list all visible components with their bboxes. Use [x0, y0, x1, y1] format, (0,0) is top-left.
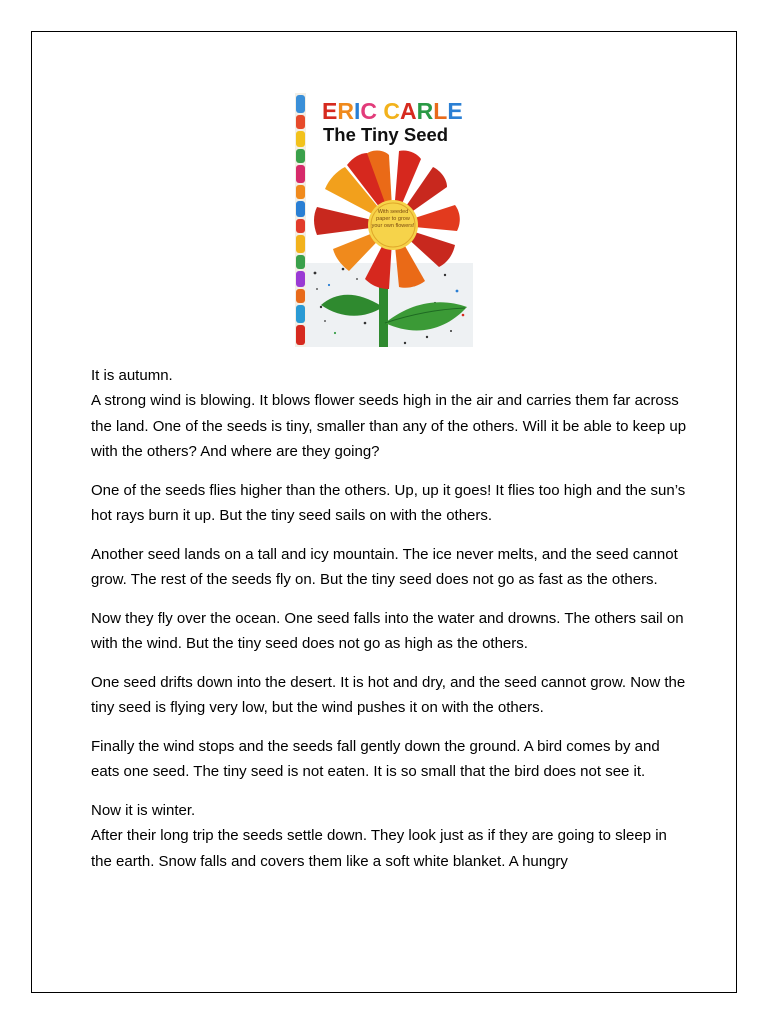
paragraph: It is autumn. A strong wind is blowing. It blows flower seeds high in the air and carries them far across the land. One of the seeds is tiny, smaller than any of the others. Will it be able to keep up with the others? And where are they going?	[91, 367, 687, 460]
cover-author-letter: E	[322, 98, 338, 124]
paragraph: One seed drifts down into the desert. It is hot and dry, and the seed cannot grow. Now the tiny seed is flying very low, but the wind pushes it on with the others.	[91, 673, 686, 717]
cover-author-letter: C	[383, 98, 400, 124]
cover-author-letter: C	[360, 98, 377, 124]
paragraph: Another seed lands on a tall and icy mountain. The ice never melts, and the seed cannot grow. The rest of the seeds fly on. But the tiny seed does not go as fast as the others.	[91, 545, 678, 589]
story-text	[91, 363, 691, 888]
paragraph: One of the seeds flies higher than the others. Up, up it goes! It flies too high and the sun’s hot rays burn it up. But the tiny seed sails on with the others.	[91, 481, 686, 524]
cover-badge-text: With seeded paper to grow your own flowers!	[371, 209, 415, 229]
cover-author-letter: I	[353, 98, 361, 124]
cover-title: The Tiny Seed	[323, 124, 449, 145]
paragraph: Now it is winter. After their long trip the seeds settle down. They look just as if they are going to sleep in the earth. Snow falls and covers them like a soft white blanket. A hungry	[91, 802, 667, 870]
cover-author-letter: R	[416, 98, 434, 124]
cover-author-letter: L	[433, 98, 448, 124]
cover-author-letter: R	[337, 98, 354, 124]
paragraph: Finally the wind stops and the seeds fall gently down the ground. A bird comes by and eats one seed. The tiny seed is not eaten. It is so small that the bird does not see it.	[91, 738, 660, 781]
paragraph: Now they fly over the ocean. One seed falls into the water and drowns. The others sail on with the wind. But the tiny seed does not go as high as the others.	[91, 609, 684, 653]
cover-side-strip	[295, 93, 306, 347]
cover-author-letter: A	[400, 98, 417, 124]
cover-author-letter: E	[447, 98, 463, 124]
book-cover-image	[295, 93, 473, 347]
cover-author	[322, 98, 463, 124]
